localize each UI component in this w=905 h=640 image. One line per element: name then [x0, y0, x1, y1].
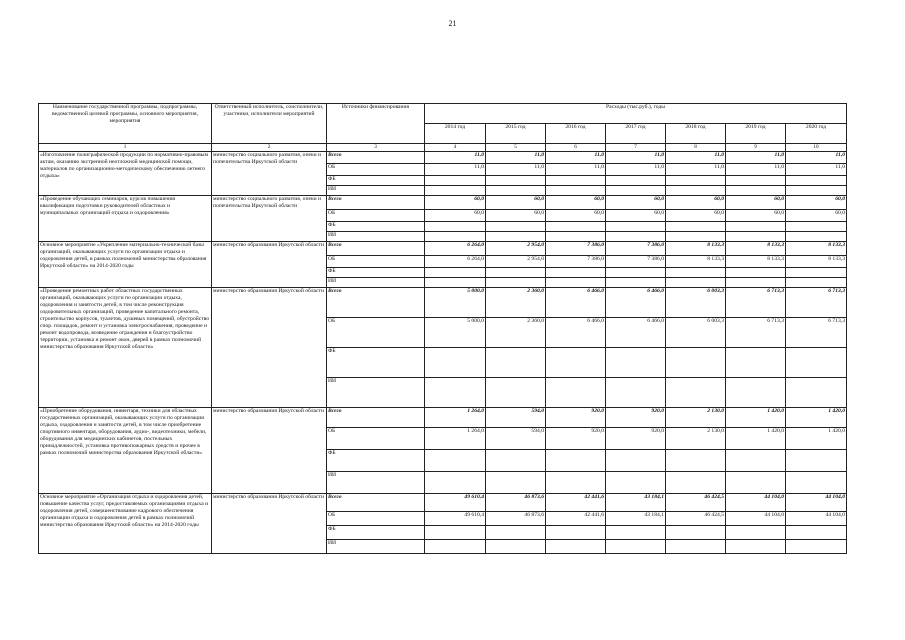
- empty-value-cell: [606, 222, 666, 232]
- total-value-cell: 1 420,0: [786, 408, 847, 428]
- column-number: 2: [212, 144, 327, 152]
- empty-value-cell: [666, 278, 726, 288]
- total-value-cell: 42 441,6: [546, 494, 606, 512]
- ob-value-cell: 1 264,0: [425, 428, 486, 450]
- funding-source-fb: ФБ: [327, 176, 425, 186]
- header-year: 2018 год: [666, 124, 726, 144]
- total-value-cell: 11,0: [726, 152, 786, 164]
- total-value-cell: 8 133,3: [786, 242, 847, 256]
- funding-source-total: Всего: [327, 242, 425, 256]
- empty-value-cell: [786, 222, 847, 232]
- ob-value-cell: 11,0: [726, 164, 786, 176]
- empty-value-cell: [666, 268, 726, 278]
- ob-value-cell: 8 133,3: [726, 256, 786, 268]
- empty-value-cell: [606, 232, 666, 242]
- total-value-cell: 1 420,0: [726, 408, 786, 428]
- funding-source-fb: ФБ: [327, 268, 425, 278]
- empty-value-cell: [546, 186, 606, 196]
- total-value-cell: 60,0: [786, 196, 847, 210]
- empty-value-cell: [486, 540, 546, 554]
- total-value-cell: 60,0: [486, 196, 546, 210]
- ob-value-cell: 11,0: [486, 164, 546, 176]
- funding-source-ob: ОБ: [327, 256, 425, 268]
- funding-source-ii: ИИ: [327, 540, 425, 554]
- ob-value-cell: 594,0: [486, 428, 546, 450]
- empty-value-cell: [425, 378, 486, 408]
- total-value-cell: 8 133,3: [726, 242, 786, 256]
- empty-value-cell: [726, 378, 786, 408]
- total-value-cell: 7 386,0: [606, 242, 666, 256]
- empty-value-cell: [726, 232, 786, 242]
- total-value-cell: 8 133,3: [666, 242, 726, 256]
- ob-value-cell: 60,0: [726, 210, 786, 222]
- empty-value-cell: [786, 472, 847, 494]
- ob-value-cell: 7 386,0: [606, 256, 666, 268]
- total-value-cell: 2 954,0: [486, 242, 546, 256]
- empty-value-cell: [486, 268, 546, 278]
- empty-value-cell: [786, 450, 847, 472]
- empty-value-cell: [425, 186, 486, 196]
- column-number: 3: [327, 144, 425, 152]
- empty-value-cell: [546, 450, 606, 472]
- ob-value-cell: 8 133,3: [786, 256, 847, 268]
- expenses-table: [38, 103, 847, 554]
- ob-value-cell: 60,0: [425, 210, 486, 222]
- empty-value-cell: [546, 176, 606, 186]
- total-value-cell: 43 184,1: [606, 494, 666, 512]
- ob-value-cell: 11,0: [666, 164, 726, 176]
- executor-name: министерство образования Иркутской области: [212, 494, 327, 554]
- empty-value-cell: [666, 186, 726, 196]
- empty-value-cell: [786, 526, 847, 540]
- funding-source-fb: ФБ: [327, 450, 425, 472]
- total-value-cell: 11,0: [666, 152, 726, 164]
- empty-value-cell: [606, 472, 666, 494]
- total-value-cell: 920,0: [606, 408, 666, 428]
- funding-source-total: Всего: [327, 196, 425, 210]
- empty-value-cell: [666, 378, 726, 408]
- ob-value-cell: 60,0: [786, 210, 847, 222]
- empty-value-cell: [486, 526, 546, 540]
- ob-value-cell: 2 130,0: [666, 428, 726, 450]
- ob-value-cell: 11,0: [786, 164, 847, 176]
- activity-name: «Проведение ремонтных работ областных государственных организаций, оказывающих услуги по организации отдыха, оздоровления и занятости детей, в том числе реконструкция оздоровительных организаций, проведение капитального ремонта, строительство корпусов, туалетов, душевых помещений, обустройство спор. площадок, ремонт и установка электроснабжения, проведение и ремонт водопровода, возведение ограждения и благоустройство территории, установка и ремонт окон, дверей в рамках полномочий министерства образования Иркутской области»: [39, 288, 212, 408]
- total-value-cell: 11,0: [606, 152, 666, 164]
- table-row: [39, 196, 847, 210]
- ob-value-cell: 60,0: [606, 210, 666, 222]
- funding-source-ob: ОБ: [327, 164, 425, 176]
- header-year: 2017 год: [606, 124, 666, 144]
- ob-value-cell: 60,0: [546, 210, 606, 222]
- page-number: 21: [448, 19, 457, 28]
- total-value-cell: 44 104,0: [786, 494, 847, 512]
- total-value-cell: 49 610,4: [425, 494, 486, 512]
- ob-value-cell: 920,0: [546, 428, 606, 450]
- empty-value-cell: [486, 278, 546, 288]
- ob-value-cell: 8 133,3: [666, 256, 726, 268]
- activity-name: «Приобретение оборудования, инвентаря, техники для областных государственных организаций, оказывающих услуги по организации отдыха, оздоровления и занятости детей, в том числе приобретение спортивного инвентаря, оборудования, аудио-, видеотехники, мебели, оборудования для медицинских кабинетов, постельных принадлежностей, установка противопожарных средств и прочее в рамках полномочий министерства образования Иркутской области»: [39, 408, 212, 494]
- empty-value-cell: [606, 348, 666, 378]
- total-value-cell: 6 466,0: [606, 288, 666, 318]
- table-row: [39, 494, 847, 512]
- total-value-cell: 60,0: [425, 196, 486, 210]
- empty-value-cell: [666, 176, 726, 186]
- empty-value-cell: [726, 540, 786, 554]
- empty-value-cell: [666, 348, 726, 378]
- empty-value-cell: [425, 540, 486, 554]
- activity-name: Основное мероприятие «Укрепление материально-технической базы организаций, оказывающих услуги по организации отдыха и оздоровления детей, в рамках полномочий министерства образования Иркутской области» на 2014-2020 годы: [39, 242, 212, 288]
- column-number: 10: [786, 144, 847, 152]
- ob-value-cell: 46 873,6: [486, 512, 546, 526]
- funding-source-total: Всего: [327, 288, 425, 318]
- total-value-cell: 2 130,0: [666, 408, 726, 428]
- empty-value-cell: [486, 186, 546, 196]
- empty-value-cell: [546, 472, 606, 494]
- funding-source-ob: ОБ: [327, 318, 425, 348]
- ob-value-cell: 11,0: [425, 164, 486, 176]
- column-number: 1: [39, 144, 212, 152]
- header-name-col: Наименование государственной программы, подпрограммы, ведомственной целевой программы, основного мероприятия, мероприятия: [39, 104, 212, 144]
- empty-value-cell: [425, 232, 486, 242]
- empty-value-cell: [726, 348, 786, 378]
- ob-value-cell: 6 003,3: [666, 318, 726, 348]
- total-value-cell: 60,0: [666, 196, 726, 210]
- empty-value-cell: [606, 526, 666, 540]
- funding-source-ob: ОБ: [327, 428, 425, 450]
- empty-value-cell: [486, 348, 546, 378]
- column-number: 8: [666, 144, 726, 152]
- empty-value-cell: [486, 378, 546, 408]
- funding-source-ii: ИИ: [327, 186, 425, 196]
- executor-name: министерство образования Иркутской области: [212, 288, 327, 408]
- funding-source-fb: ФБ: [327, 222, 425, 232]
- empty-value-cell: [425, 268, 486, 278]
- empty-value-cell: [786, 278, 847, 288]
- header-year: 2016 год: [546, 124, 606, 144]
- ob-value-cell: 6 713,3: [726, 318, 786, 348]
- ob-value-cell: 60,0: [666, 210, 726, 222]
- empty-value-cell: [786, 348, 847, 378]
- total-value-cell: 6 466,0: [546, 288, 606, 318]
- empty-value-cell: [486, 232, 546, 242]
- total-value-cell: 60,0: [546, 196, 606, 210]
- column-number: 7: [606, 144, 666, 152]
- empty-value-cell: [425, 450, 486, 472]
- total-value-cell: 6 003,3: [666, 288, 726, 318]
- empty-value-cell: [546, 378, 606, 408]
- executor-name: министерство образования Иркутской области: [212, 242, 327, 288]
- ob-value-cell: 920,0: [606, 428, 666, 450]
- activity-name: «Изготовление полиграфической продукции по нормативно-правовым актам, оказанию экстренной неотложной медицинской помощи, материалов по организационно-методическому обеспечению летнего отдыха»: [39, 152, 212, 196]
- ob-value-cell: 2 954,0: [486, 256, 546, 268]
- executor-name: министерство образования Иркутской области: [212, 408, 327, 494]
- empty-value-cell: [546, 278, 606, 288]
- funding-source-ob: ОБ: [327, 210, 425, 222]
- total-value-cell: 60,0: [726, 196, 786, 210]
- total-value-cell: 1 264,0: [425, 408, 486, 428]
- funding-source-ii: ИИ: [327, 232, 425, 242]
- header-expenses-title: Расходы (тыс.руб.), годы: [425, 104, 847, 124]
- ob-value-cell: 5 000,0: [425, 318, 486, 348]
- header-year: 2015 год: [486, 124, 546, 144]
- ob-value-cell: 2 360,0: [486, 318, 546, 348]
- header-executor-col: Ответственный исполнитель, соисполнители, участники, исполнители мероприятий: [212, 104, 327, 144]
- empty-value-cell: [546, 540, 606, 554]
- empty-value-cell: [666, 222, 726, 232]
- total-value-cell: 11,0: [786, 152, 847, 164]
- table-row: [39, 288, 847, 318]
- empty-value-cell: [726, 278, 786, 288]
- empty-value-cell: [546, 222, 606, 232]
- ob-value-cell: 44 104,0: [786, 512, 847, 526]
- funding-source-total: Всего: [327, 494, 425, 512]
- ob-value-cell: 42 441,6: [546, 512, 606, 526]
- ob-value-cell: 11,0: [606, 164, 666, 176]
- funding-source-total: Всего: [327, 152, 425, 164]
- header-year: 2019 год: [726, 124, 786, 144]
- empty-value-cell: [606, 278, 666, 288]
- empty-value-cell: [666, 472, 726, 494]
- total-value-cell: 60,0: [606, 196, 666, 210]
- total-value-cell: 11,0: [486, 152, 546, 164]
- empty-value-cell: [726, 472, 786, 494]
- total-value-cell: 11,0: [546, 152, 606, 164]
- header-year: 2014 год: [425, 124, 486, 144]
- ob-value-cell: 49 610,4: [425, 512, 486, 526]
- total-value-cell: 594,0: [486, 408, 546, 428]
- table-row: [39, 408, 847, 428]
- funding-source-ii: ИИ: [327, 278, 425, 288]
- funding-source-total: Всего: [327, 408, 425, 428]
- empty-value-cell: [606, 450, 666, 472]
- empty-value-cell: [666, 526, 726, 540]
- empty-value-cell: [606, 268, 666, 278]
- ob-value-cell: 46 424,5: [666, 512, 726, 526]
- empty-value-cell: [425, 348, 486, 378]
- ob-value-cell: 60,0: [486, 210, 546, 222]
- empty-value-cell: [606, 176, 666, 186]
- empty-value-cell: [486, 450, 546, 472]
- column-number: 4: [425, 144, 486, 152]
- total-value-cell: 2 360,0: [486, 288, 546, 318]
- ob-value-cell: 6 466,0: [546, 318, 606, 348]
- ob-value-cell: 1 420,0: [786, 428, 847, 450]
- empty-value-cell: [786, 378, 847, 408]
- empty-value-cell: [425, 526, 486, 540]
- executor-name: министерство социального развития, опеки и попечительства Иркутской области: [212, 196, 327, 242]
- column-number-row: [39, 144, 847, 152]
- empty-value-cell: [546, 526, 606, 540]
- empty-value-cell: [726, 526, 786, 540]
- total-value-cell: 44 104,0: [726, 494, 786, 512]
- empty-value-cell: [486, 472, 546, 494]
- empty-value-cell: [786, 176, 847, 186]
- ob-value-cell: 11,0: [546, 164, 606, 176]
- empty-value-cell: [606, 186, 666, 196]
- executor-name: министерство социального развития, опеки и попечительства Иркутской области: [212, 152, 327, 196]
- empty-value-cell: [666, 450, 726, 472]
- funding-source-ii: ИИ: [327, 378, 425, 408]
- empty-value-cell: [425, 176, 486, 186]
- table-row: [39, 242, 847, 256]
- total-value-cell: 920,0: [546, 408, 606, 428]
- ob-value-cell: 43 184,1: [606, 512, 666, 526]
- table-body: [39, 152, 847, 554]
- empty-value-cell: [546, 348, 606, 378]
- empty-value-cell: [786, 268, 847, 278]
- empty-value-cell: [726, 186, 786, 196]
- ob-value-cell: 6 466,0: [606, 318, 666, 348]
- empty-value-cell: [486, 222, 546, 232]
- table-header: [39, 104, 847, 152]
- column-number: 9: [726, 144, 786, 152]
- empty-value-cell: [606, 540, 666, 554]
- total-value-cell: 46 873,6: [486, 494, 546, 512]
- ob-value-cell: 6 713,3: [786, 318, 847, 348]
- funding-source-fb: ФБ: [327, 348, 425, 378]
- ob-value-cell: 6 264,0: [425, 256, 486, 268]
- empty-value-cell: [786, 232, 847, 242]
- activity-name: Основное мероприятие «Организация отдыха и оздоровления детей, повышение качества услуг, предоставляемых организациями отдыха и оздоровления детей, совершенствование кадрового обеспечения организации отдыха и оздоровления детей в рамках полномочий министерства образования Иркутской области» на 2014-2020 годы: [39, 494, 212, 554]
- empty-value-cell: [666, 232, 726, 242]
- empty-value-cell: [606, 378, 666, 408]
- empty-value-cell: [786, 540, 847, 554]
- total-value-cell: 46 424,5: [666, 494, 726, 512]
- header-year: 2020 год: [786, 124, 847, 144]
- empty-value-cell: [726, 450, 786, 472]
- total-value-cell: 7 386,0: [546, 242, 606, 256]
- total-value-cell: 6 713,3: [726, 288, 786, 318]
- empty-value-cell: [425, 278, 486, 288]
- ob-value-cell: 44 104,0: [726, 512, 786, 526]
- empty-value-cell: [546, 268, 606, 278]
- funding-source-fb: ФБ: [327, 526, 425, 540]
- empty-value-cell: [726, 268, 786, 278]
- column-number: 5: [486, 144, 546, 152]
- funding-source-ob: ОБ: [327, 512, 425, 526]
- empty-value-cell: [425, 472, 486, 494]
- column-number: 6: [546, 144, 606, 152]
- empty-value-cell: [425, 222, 486, 232]
- total-value-cell: 6 713,3: [786, 288, 847, 318]
- total-value-cell: 6 264,0: [425, 242, 486, 256]
- ob-value-cell: 7 386,0: [546, 256, 606, 268]
- activity-name: «Проведение обучающих семинаров, курсов повышения квалификации подготовки руководителей областных и муниципальных организаций отдыха и оздоровления»: [39, 196, 212, 242]
- total-value-cell: 5 000,0: [425, 288, 486, 318]
- empty-value-cell: [726, 222, 786, 232]
- empty-value-cell: [786, 186, 847, 196]
- empty-value-cell: [666, 540, 726, 554]
- header-source-col: Источники финансирования: [327, 104, 425, 144]
- funding-source-ii: ИИ: [327, 472, 425, 494]
- total-value-cell: 11,0: [425, 152, 486, 164]
- empty-value-cell: [546, 232, 606, 242]
- table-row: [39, 152, 847, 164]
- empty-value-cell: [726, 176, 786, 186]
- ob-value-cell: 1 420,0: [726, 428, 786, 450]
- empty-value-cell: [486, 176, 546, 186]
